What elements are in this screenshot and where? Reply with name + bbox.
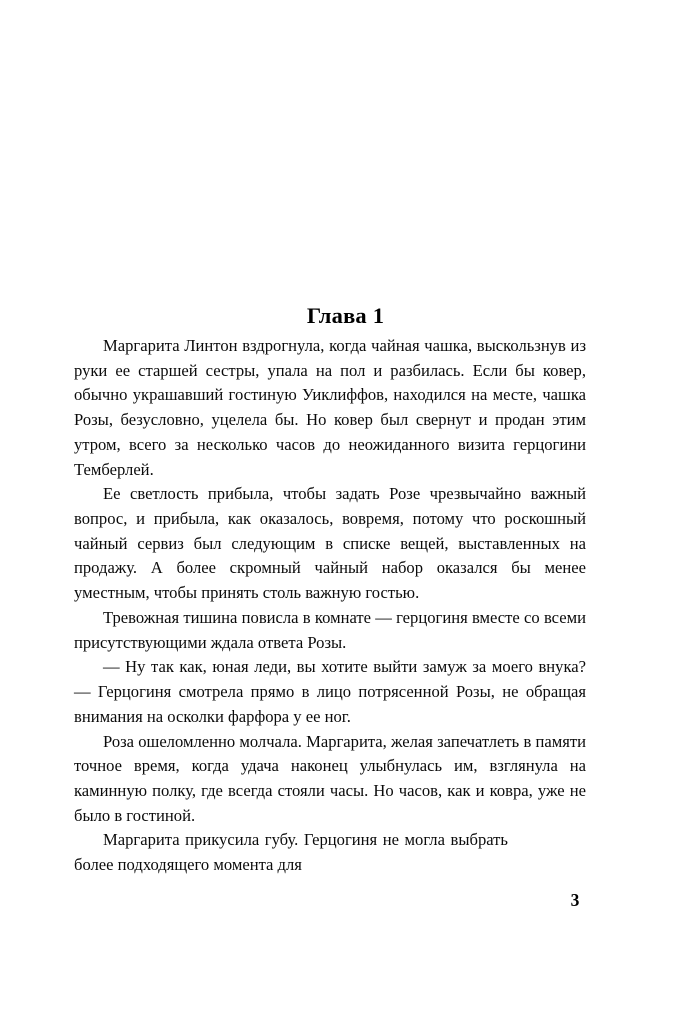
chapter-title: Глава 1 <box>306 303 385 329</box>
paragraph: Ее светлость прибыла, чтобы задать Розе чрезвычайно важный вопрос, и прибыла, как оказалось, вовремя, потому что роскошный чайный сервиз был следующим в списке вещей, выставленных на продажу. А более скромный чайный набор оказался бы менее уместным, чтобы принять столь важную гостью. <box>74 484 586 603</box>
dialogue-paragraph: — Ну так как, юная леди, вы хотите выйти замуж за моего внука? — Герцогиня смотрела прямо в лицо потрясенной Розы, не обращая внимания на осколки фарфора у ее ног. <box>74 657 586 726</box>
paragraph: Роза ошеломленно молчала. Маргарита, желая запечатлеть в памяти точное время, когда удача наконец улыбнулась им, взглянула на каминную полку, где всегда стояли часы. Но часов, как и ковра, уже не было в гостиной. <box>74 731 586 825</box>
page-number: 3 <box>570 890 580 910</box>
paragraph: Тревожная тишина повисла в комнате — герцогиня вместе со всеми присутствующими ждала ответа Розы. <box>74 607 586 652</box>
paragraph: Маргарита прикусила губу. Герцогиня не могла выбрать более подходящего момента для <box>74 830 508 875</box>
paragraph: Маргарита Линтон вздрогнула, когда чайная чашка, выскользнув из руки ее старшей сестры, упала на пол и разбилась. Если бы ковер, обычно украшавший гостиную Уиклиффов, находился на месте, чашка Розы, безусловно, уцелела бы. Но ковер был свернут и продан этим утром, всего за несколько часов до неожиданного визита герцогини Темберлей. <box>74 336 586 479</box>
body-text-block <box>74 334 586 878</box>
